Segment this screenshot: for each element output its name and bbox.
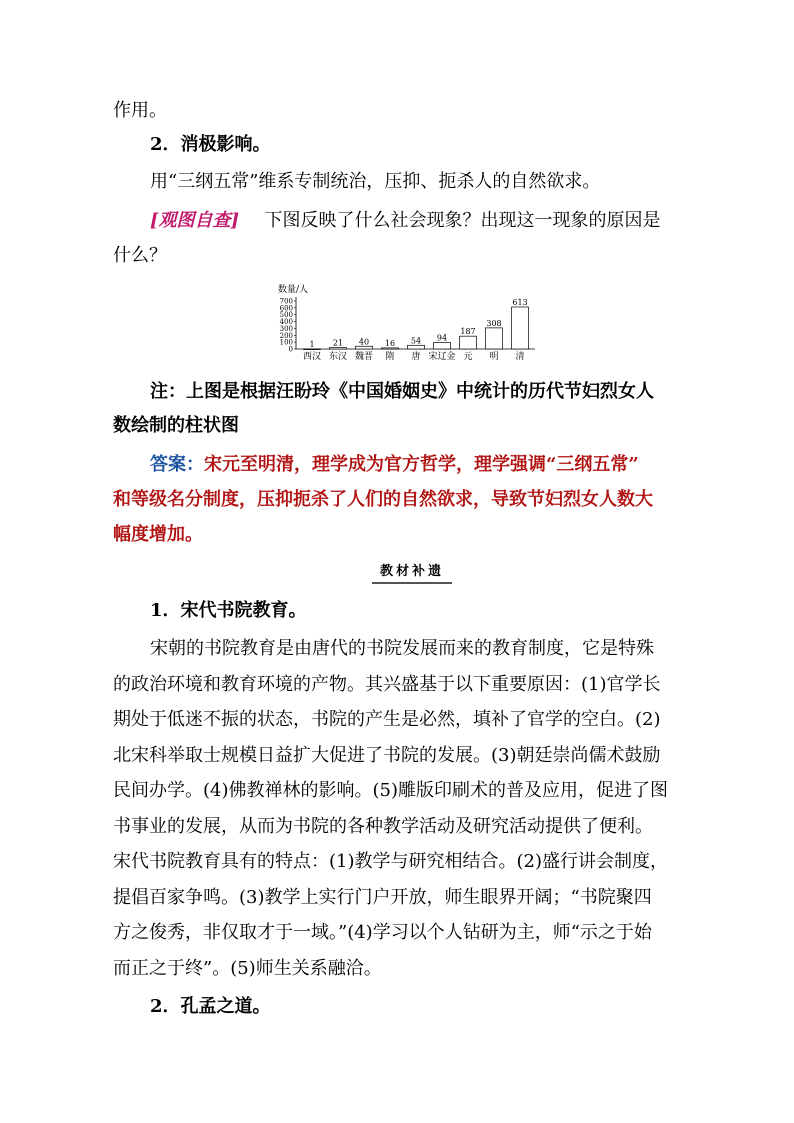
para-line-7: 宋代书院教育具有的特点：(1)教学与研究相结合。(2)盛行讲会制度， (113, 851, 668, 872)
note-line-2: 数绘制的柱状图 (113, 415, 239, 436)
chart-data-label: 16 (384, 338, 396, 348)
para-line-5: 民间办学。(4)佛教禅林的影响。(5)雕版印刷术的普及应用，促进了图 (113, 780, 668, 801)
chart-category-label: 宋辽金 (428, 352, 456, 362)
question-line-2: 什么？ (113, 245, 167, 266)
chart-data-label: 54 (410, 336, 422, 346)
answer-label: 答案： (150, 454, 204, 475)
chart-data-label: 94 (436, 333, 448, 343)
answer-line-2: 和等级名分制度，压抑扼杀了人们的自然欲求，导致节妇烈女人数大 (113, 489, 653, 510)
chart-bar (434, 343, 451, 349)
section-title: 教材补遗 (379, 564, 444, 579)
chart-category-label: 西汉 (302, 352, 322, 362)
chart-data-label: 308 (486, 318, 502, 328)
para-line-1: 宋朝的书院教育是由唐代的书院发展而来的教育制度，它是特殊 (150, 638, 654, 659)
subheading-song-academy: 1．宋代书院教育。 (150, 600, 307, 621)
chart-body (280, 297, 535, 362)
heading-negative-impact: 2．消极影响。 (150, 134, 271, 155)
chart-bar (460, 336, 477, 349)
chart-data-label: 40 (358, 337, 370, 347)
answer-text-1: 宋元至明清，理学成为官方哲学，理学强调“三纲五常” (204, 454, 639, 475)
chart-y-tick-label: 500 (279, 311, 293, 320)
chart-bar (512, 307, 529, 349)
chart-data-label: 21 (332, 338, 344, 348)
chart-y-tick-label: 100 (279, 338, 293, 347)
chart-y-tick-label: 0 (288, 345, 293, 354)
observe-tag: [观图自查] (150, 210, 240, 231)
chart-category-label: 魏晋 (354, 352, 374, 362)
chart-data-label: 1 (309, 339, 315, 349)
note-line-1: 注：上图是根据汪盼玲《中国婚姻史》中统计的历代节妇烈女人 (150, 381, 654, 402)
para-line-10: 而正之于终”。(5)师生关系融洽。 (113, 958, 382, 979)
question-line (150, 209, 661, 233)
para-line-3: 期处于低迷不振的状态，书院的产生是必然，填补了官学的空白。(2) (113, 709, 661, 730)
chart-bar (408, 345, 425, 349)
para-line-9: 方之俊秀，非仅取才于一域。”(4)学习以个人钻研为主，师“示之于始 (113, 922, 652, 943)
chart-bar (486, 328, 503, 349)
bar-chart (270, 282, 550, 368)
chart-category-label: 明 (489, 352, 499, 362)
subheading-confucius-mencius: 2．孔孟之道。 (150, 996, 271, 1017)
chart-category-label: 元 (463, 352, 473, 362)
chart-data-label: 187 (460, 327, 476, 337)
chart-category-label: 唐 (411, 352, 421, 362)
chart-data-label: 613 (512, 297, 528, 307)
chart-y-tick-label: 200 (279, 331, 293, 340)
question-text: 下图反映了什么社会现象？出现这一现象的原因是 (264, 210, 661, 231)
line-3: 用“三纲五常”维系专制统治，压抑、扼杀人的自然欲求。 (150, 171, 601, 192)
answer-line-3: 幅度增加。 (113, 524, 203, 545)
chart-bar (356, 346, 373, 349)
para-line-8: 提倡百家争鸣。(3)教学上实行门户开放，师生眼界开阔；“书院聚四 (113, 887, 652, 908)
para-line-4: 北宋科举取士规模日益扩大促进了书院的发展。(3)朝廷崇尚儒术鼓励 (113, 745, 661, 766)
para-line-6: 书事业的发展，从而为书院的各种教学活动及研究活动提供了便利。 (113, 816, 653, 837)
para-line-2: 的政治环境和教育环境的产物。其兴盛基于以下重要原因：(1)官学长 (113, 674, 661, 695)
chart-category-label: 隋 (385, 352, 395, 362)
chart-y-tick-label: 300 (279, 324, 293, 333)
chart-category-label: 东汉 (328, 352, 348, 362)
chart-bar (304, 349, 321, 350)
chart-category-label: 清 (515, 352, 525, 362)
chart-ylabel: 数量/人 (278, 285, 309, 295)
chart-y-tick-label: 600 (279, 304, 293, 313)
line-1: 作用。 (113, 100, 167, 121)
chart-bar (330, 348, 347, 349)
chart-y-tick-label: 700 (279, 297, 293, 306)
chart-bar (382, 348, 399, 349)
answer-line-1 (150, 453, 639, 477)
section-rule (372, 582, 452, 584)
chart-y-tick-label: 400 (279, 318, 293, 327)
